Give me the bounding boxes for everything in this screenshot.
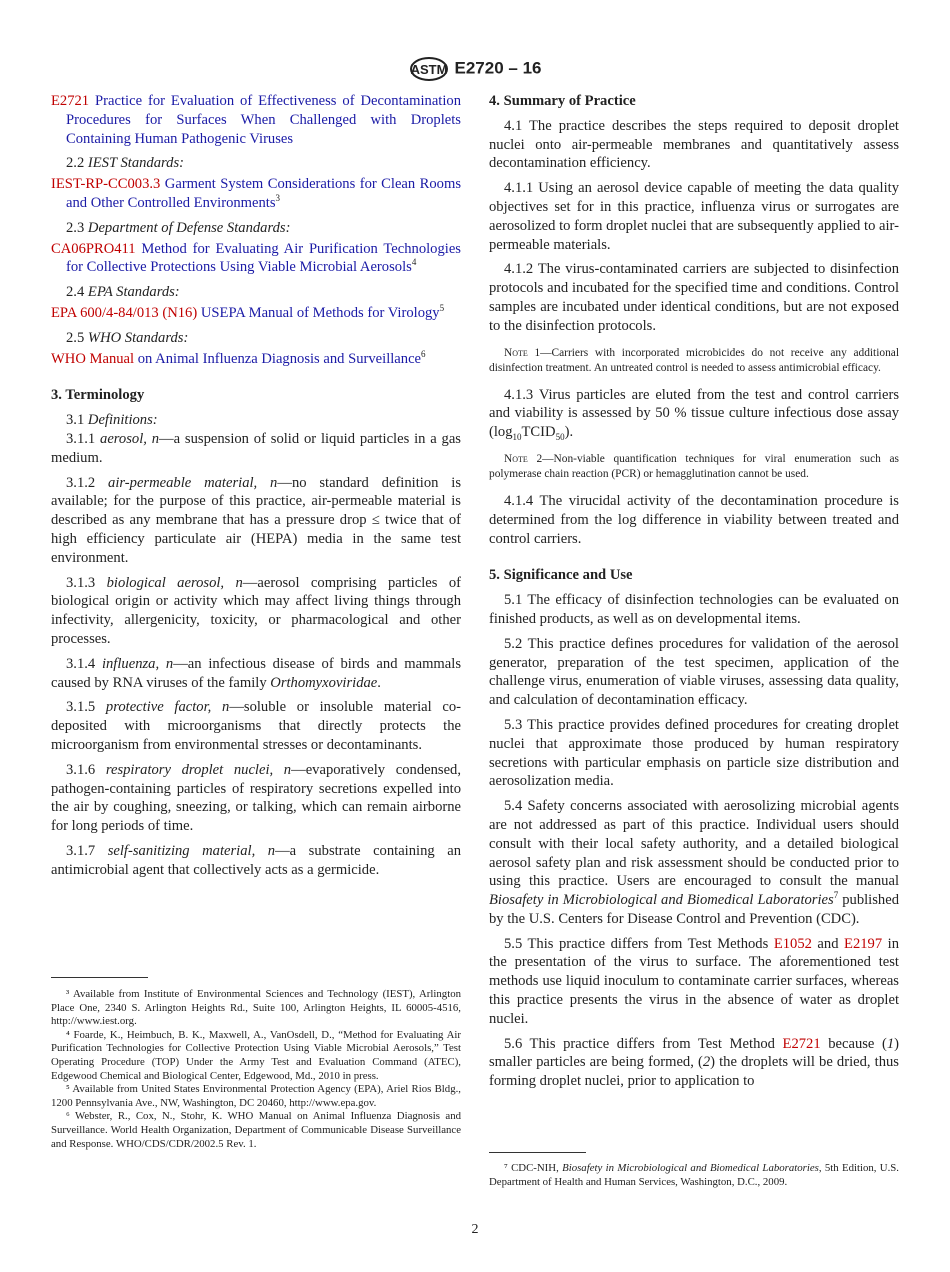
definition-influenza: 3.1.4 influenza, n—an infectious disease of birds and mammals caused by RNA viruses of the family Orthomyxoviridae. — [51, 655, 461, 691]
paragraph-5-4: 5.4 Safety concerns associated with aerosolizing microbial agents are not addressed as part of this practice. Individual users should consult with their local safety authority, and a detailed biological aerosol safety plan and risk assessment should be conducted prior to using this practice. Users are encouraged to consult the manual Biosafety in Microbiological and Biomedical Laboratories$^7$ published by the U.S. Centers for Disease Control and Prevention (CDC). — [489, 798, 899, 927]
paragraph-4-1-3: 4.1.3 Virus particles are eluted from the test and control carriers and viability is assessed by 50 % tissue culture infectious dose assay $(\log_{10}TCID_{50})$. — [489, 386, 899, 443]
reference-title[interactable]: on Animal Influenza Diagnosis and Surveillance — [137, 350, 422, 367]
right-footnotes — [489, 1162, 899, 1189]
reference-title[interactable]: Method for Evaluating Air Purification Technologies for Collective Protections Using Viable Microbial Aerosols — [66, 240, 461, 276]
definition-biological-aerosol: 3.1.3 biological aerosol, n—aerosol comprising particles of biological origin or activity which may affect living things through infectivity, allergenicity, toxicity, or pharmacological and other processes. — [51, 574, 461, 647]
paragraph-4-1: 4.1 The practice describes the steps required to deposit droplet nuclei onto air-permeable membranes and quantitatively assess decontamination efficiency. — [489, 117, 899, 172]
footnote: ⁴ Foarde, K., Heimbuch, B. K., Maxwell, A., VanOsdell, D., “Method for Evaluating Air Purification Technologies for Collective Protection Using Viable Microbial Aerosols,” Test Operating Procedure (TOP) Under the Army Test and Evaluation Command (ATEC), Edgewood Chemical and Biological Center, Edgewood, Md., 2010 in press. — [51, 1028, 461, 1082]
paragraph-5-6: 5.6 This practice differs from Test Method E2721 because (1) smaller particles are being formed, (2) the droplets will be dried, thus forming droplet nuclei, prior to application to — [489, 1035, 899, 1090]
astm-logo-icon — [409, 56, 449, 82]
paragraph-5-3: 5.3 This practice provides defined procedures for creating droplet nuclei that approximate those produced by human respiratory secretions with particular emphasis on particle size distribution and aerosolization media. — [489, 716, 899, 790]
reference-epa: EPA 600/4-84/013 (N16) USEPA Manual of Methods for Virology$^5$ — [51, 303, 445, 321]
right-column — [489, 92, 899, 1097]
footnote-divider — [489, 1152, 586, 1153]
reference-iest: IEST-RP-CC003.3 Garment System Considerations for Clean Rooms and Other Controlled Environments$^3$ — [51, 176, 462, 211]
note-2: Note 2—Non-viable quantification techniques for viral enumeration such as polymerase chain reaction (PCR) or hemagglutination cannot be used. — [489, 452, 899, 480]
link-e2721[interactable]: E2721 — [782, 1035, 821, 1052]
reference-code[interactable]: E2721 — [51, 93, 90, 109]
reference-code[interactable]: CA06PRO411 — [51, 240, 136, 257]
section-2-2: 2.2 IEST Standards: — [66, 155, 184, 172]
footnote: ⁵ Available from United States Environmental Protection Agency (EPA), Ariel Rios Bldg., 1200 Pennsylvania Ave., NW, Washington, DC 20460, http://www.epa.gov. — [51, 1083, 461, 1109]
paragraph-4-1-1: 4.1.1 Using an aerosol device capable of meeting the data quality objectives set for in this practice, influenza virus or surrogates are aerosolized to form droplet nuclei that are subsequently applied to air-permeable materials. — [489, 180, 899, 253]
reference-code[interactable]: IEST-RP-CC003.3 — [51, 176, 161, 193]
section-2-5: 2.5 WHO Standards: — [66, 329, 189, 346]
definition-aerosol: 3.1.1 aerosol, n—a suspension of solid or liquid particles in a gas medium. — [51, 430, 461, 466]
definition-self-sanitizing-material: 3.1.7 self-sanitizing material, n—a substrate containing an antimicrobial agent that collectively acts as a germicide. — [51, 842, 461, 878]
svg-text:ASTM: ASTM — [410, 62, 447, 77]
reference-title[interactable]: Garment System Considerations for Clean Rooms and Other Controlled Environments — [66, 176, 462, 211]
section-heading-terminology: 3. Terminology — [51, 387, 145, 404]
section-2-4: 2.4 EPA Standards: — [66, 284, 180, 301]
reference-title[interactable]: Practice for Evaluation of Effectiveness of Decontamination Procedures for Surfaces When Challenged with Droplets Containing Human Pathogenic Viruses — [66, 93, 462, 147]
left-footnotes — [51, 988, 461, 1151]
footnote: ⁶ Webster, R., Cox, N., Stohr, K. WHO Manual on Animal Influenza Diagnosis and Surveillance. World Health Organization, Department of Communicable Disease Surveillance and Response. WHO/CDS/CDR/2002.5 Rev. 1. — [51, 1110, 461, 1150]
link-e2197[interactable]: E2197 — [844, 935, 883, 952]
section-heading-significance: 5. Significance and Use — [489, 567, 633, 584]
left-column — [51, 92, 461, 885]
footnote-7: ⁷ CDC-NIH, Biosafety in Microbiological and Biomedical Laboratories, 5th Edition, U.S. Department of Health and Human Services, Washington, D.C., 2009. — [489, 1162, 899, 1188]
footnote-divider — [51, 977, 148, 978]
page-header — [0, 56, 950, 82]
definition-protective-factor: 3.1.5 protective factor, n—soluble or insoluble material co-deposited with microorganisms that directly protects the microorganism from environmental stresses or decontaminants. — [51, 699, 461, 753]
link-e1052[interactable]: E1052 — [773, 935, 812, 952]
section-2-3: 2.3 Department of Defense Standards: — [66, 219, 291, 236]
paragraph-5-5: 5.5 This practice differs from Test Methods E1052 and E2197 in the presentation of the virus to surface. The aforementioned test methods use liquid inoculum to contaminate carrier surfaces, whereas this practice presents the virus in the absence of water as droplet nuclei. — [489, 935, 900, 1027]
paragraph-5-1: 5.1 The efficacy of disinfection technologies can be evaluated on finished products, as well as on developmental items. — [489, 592, 899, 627]
paragraph-4-1-4: 4.1.4 The virucidal activity of the decontamination procedure is determined from the log difference in viability between treated and control carriers. — [489, 492, 899, 547]
reference-code[interactable]: EPA 600/4-84/013 (N16) — [51, 304, 198, 321]
footnote: ³ Available from Institute of Environmental Sciences and Technology (IEST), Arlington Place One, 2340 S. Arlington Heights Rd., Suite 100, Arlington Heights, IL 60005-4516, http://www.iest.org. — [51, 988, 461, 1028]
reference-code[interactable]: WHO Manual — [51, 350, 135, 367]
reference-who: WHO Manual on Animal Influenza Diagnosis and Surveillance$^6$ — [51, 348, 426, 367]
reference-title[interactable]: USEPA Manual of Methods for Virology — [200, 304, 440, 321]
designation: E2720 – 16 — [454, 58, 542, 78]
definition-respiratory-droplet-nuclei: 3.1.6 respiratory droplet nuclei, n—evaporatively condensed, pathogen-containing particles of respiratory secretions expelled into the air by coughing, sneezing, or talking, which can remain airborne for long periods of time. — [51, 761, 461, 835]
paragraph-5-2: 5.2 This practice defines procedures for validation of the aerosol generator, preparation of the test specimen, application of the challenge virus, enumeration of viable viruses, assessing data quality, and calculation of decontamination efficacy. — [489, 635, 899, 709]
paragraph-4-1-2: 4.1.2 The virus-contaminated carriers are subjected to disinfection protocols and incubated for the specified time and conditions. Control samples are incubated under identical conditions, but are not exposed to the disinfection protocols. — [489, 261, 899, 334]
page-number: 2 — [471, 1222, 479, 1237]
definition-air-permeable-material: 3.1.2 air-permeable material, n—no standard definition is available; for the purpose of this practice, air-permeable material is described as any membrane that has a pressure drop ≤ twice that of high efficiency particulate air (HEPA) media in the same test environment. — [51, 474, 461, 566]
reference-e2721 — [51, 92, 461, 148]
section-heading-summary: 4. Summary of Practice — [489, 93, 636, 109]
note-1: Note 1—Carriers with incorporated microbicides do not receive any additional disinfection treatment. An untreated control is needed to assess antimicrobial efficacy. — [489, 346, 899, 374]
reference-ca06pro411: CA06PRO411 Method for Evaluating Air Purification Technologies for Collective Protections Using Viable Microbial Aerosols$^4$ — [51, 240, 461, 276]
definitions-subhead: 3.1 Definitions: — [66, 412, 158, 429]
